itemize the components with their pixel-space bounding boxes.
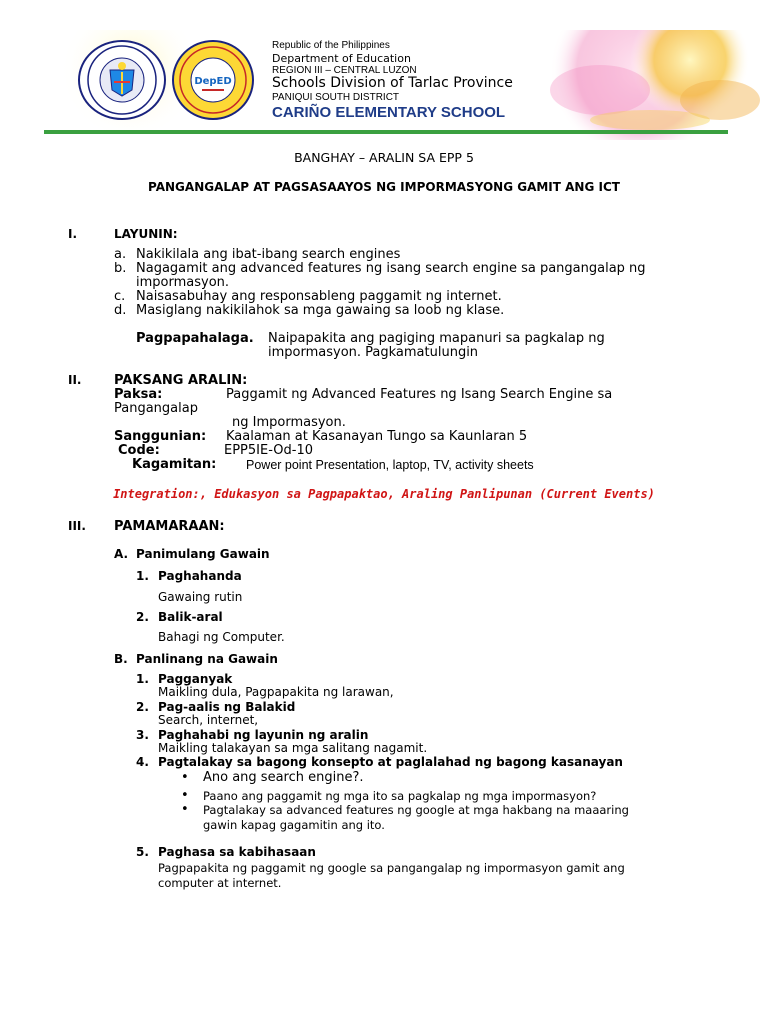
discussion-bullet-continued: gawin kapag gagamitin ang ito. [203,818,385,832]
step-title: Paghahabi ng layunin ng aralin [158,728,369,742]
objective-text: Naisasabuhay ang responsableng paggamit ng internet. [136,289,502,304]
step-number: 4. [136,755,149,769]
step-title: Pagtalakay sa bagong konsepto at paglalahad ng bagong kasanayan [158,755,623,769]
value-text: impormasyon. Pagkamatulungin [268,345,479,360]
bullet-icon: • [181,802,189,817]
objective-text: Masiglang nakikilahok sa mga gawaing sa loob ng klase. [136,303,505,318]
paksa-text: Paggamit ng Advanced Features ng Isang Search Engine sa [226,387,613,402]
deped-seal-icon [78,40,166,120]
value-label: Pagpapahalaga. [136,331,254,346]
part-b-label: B. [114,652,128,666]
document-subtitle: PANGANGALAP AT PAGSASAAYOS NG IMPORMASYONG GAMIT ANG ICT [148,180,620,194]
step-title: Paghahanda [158,569,242,583]
kagamitan-label: Kagamitan: [132,457,217,472]
step-number: 3. [136,728,149,742]
step-title: Balik-aral [158,610,223,624]
school-name: CARIÑO ELEMENTARY SCHOOL [272,104,506,121]
header-division: Schools Division of Tarlac Province [272,75,513,91]
step-number: 1. [136,569,149,583]
bullet-icon: • [181,770,189,785]
step-text: Bahagi ng Computer. [158,630,285,644]
section-2-number: II. [68,373,82,387]
step-text: Maikling talakayan sa mga salitang nagamit. [158,741,428,755]
integration-note: Integration:, Edukasyon sa Pagpapaktao, Araling Panlipunan (Current Events) [113,487,655,501]
step-title: Pagganyak [158,672,233,686]
header-republic: Republic of the Philippines [272,40,390,51]
section-1-heading: LAYUNIN: [114,227,178,241]
section-3-heading: PAMAMARAAN: [114,519,225,534]
objective-label: b. [114,261,127,276]
objective-text: impormasyon. [136,275,230,290]
step-text: Pagpapakita ng paggamit ng google sa pangangalap ng impormasyon gamit ang [158,861,625,875]
code-text: EPP5IE-Od-10 [224,443,313,458]
sanggunian-label: Sanggunian: [114,429,207,444]
header-department: Department of Education [272,52,411,65]
step-number: 2. [136,700,149,714]
header-district: PANIQUI SOUTH DISTRICT [272,92,400,103]
objective-label: c. [114,289,126,304]
step-number: 2. [136,610,149,624]
step-number: 1. [136,672,149,686]
kagamitan-text: Power point Presentation, laptop, TV, activity sheets [246,458,534,472]
bullet-icon: • [181,788,189,803]
document-title: BANGHAY – ARALIN SA EPP 5 [294,150,474,165]
discussion-bullet: Pagtalakay sa advanced features ng google at mga hakbang na maaaring [203,803,629,817]
objective-label: d. [114,303,127,318]
discussion-bullet: Ano ang search engine?. [203,770,364,785]
section-3-number: III. [68,519,86,533]
step-text: Gawaing rutin [158,590,243,604]
step-title: Paghasa sa kabihasaan [158,845,316,859]
objective-text: Nagagamit ang advanced features ng isang search engine sa pangangalap ng [136,261,646,276]
value-text: Naipapakita ang pagiging mapanuri sa pagkalap ng [268,331,605,346]
step-text: Maikling dula, Pagpapakita ng larawan, [158,685,394,699]
part-b-heading: Panlinang na Gawain [136,652,278,666]
discussion-bullet: Paano ang paggamit ng mga ito sa pagkalap ng mga impormasyon? [203,789,597,803]
sanggunian-text: Kaalaman at Kasanayan Tungo sa Kaunlaran 5 [226,429,528,444]
part-a-heading: Panimulang Gawain [136,547,270,561]
paksa-text: ng Impormasyon. [232,415,346,430]
step-title: Pag-aalis ng Balakid [158,700,296,714]
step-text: Search, internet, [158,713,259,727]
objective-label: a. [114,247,127,262]
header-divider [44,130,728,134]
deped-logo-text: DepED [194,76,232,87]
part-a-label: A. [114,547,129,561]
objective-text: Nakikilala ang ibat-ibang search engines [136,247,401,262]
section-2-heading: PAKSANG ARALIN: [114,373,248,388]
paksa-text: Pangangalap [114,401,198,416]
header-region: REGION III – CENTRAL LUZON [272,65,417,76]
step-number: 5. [136,845,149,859]
section-1-number: I. [68,227,78,241]
school-seal-icon [172,40,254,120]
code-label: Code: [118,443,160,458]
paksa-label: Paksa: [114,387,163,402]
step-text: computer at internet. [158,876,282,890]
